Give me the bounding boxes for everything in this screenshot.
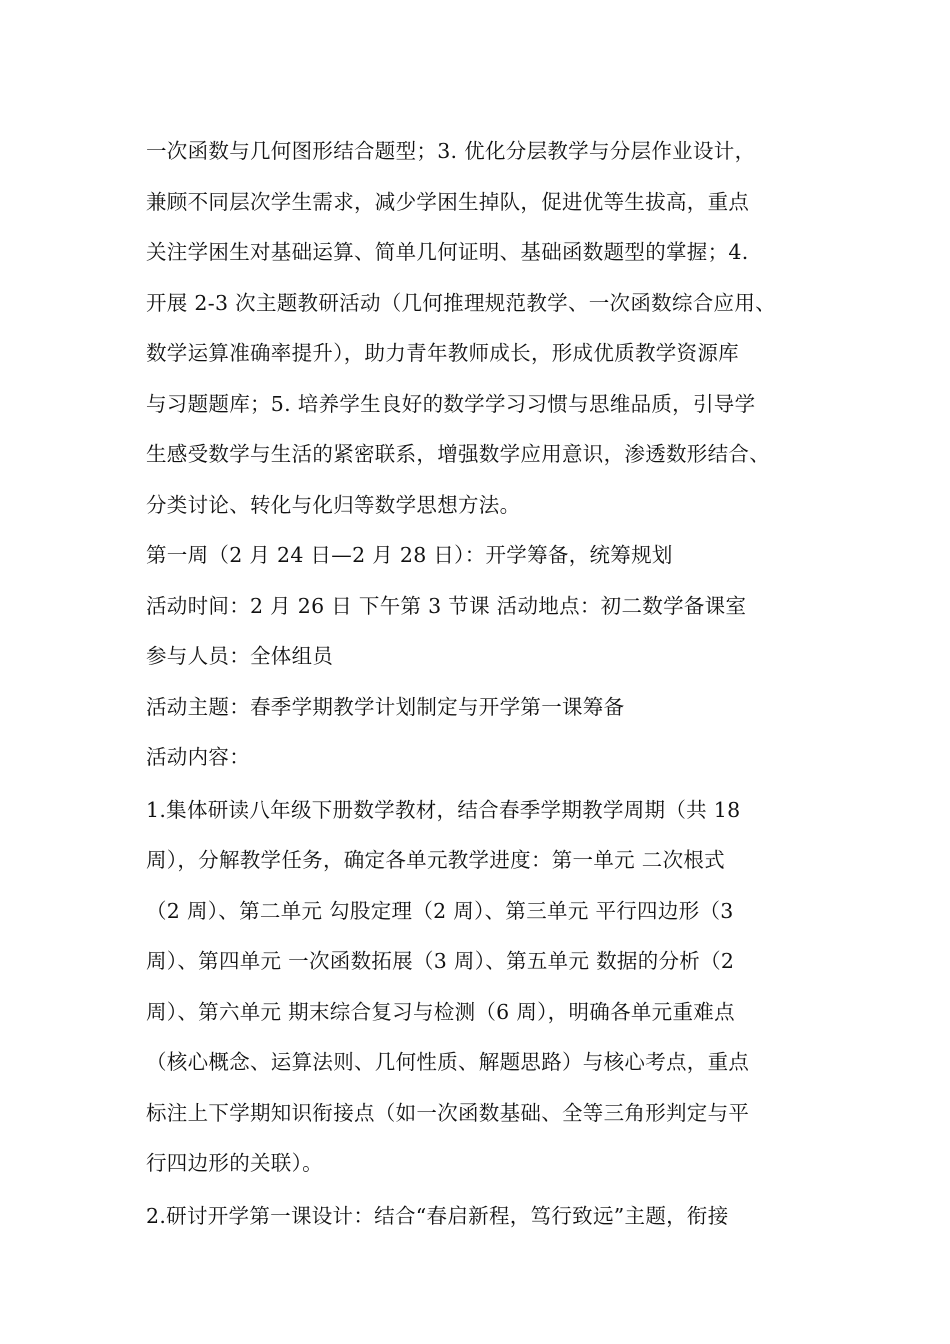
- intro-line: 一次函数与几何图形结合题型；3. 优化分层教学与分层作业设计，: [146, 139, 756, 163]
- item-line: 周）、第六单元 期末综合复习与检测（6 周），明确各单元重难点: [146, 999, 735, 1024]
- intro-line: 分类讨论、转化与化归等数学思想方法。: [146, 492, 521, 517]
- item-line: 2.研讨开学第一课设计：结合“春启新程，笃行致远”主题，衔接: [146, 1203, 729, 1228]
- item-line: 1.集体研读八年级下册数学教材，结合春季学期教学周期（共 18: [146, 797, 741, 822]
- intro-line: 数学运算准确率提升），助力青年教师成长，形成优质教学资源库: [146, 341, 739, 365]
- intro-paragraph: [146, 126, 826, 530]
- intro-line: 兼顾不同层次学生需求，减少学困生掉队，促进优等生拔高，重点: [146, 189, 750, 214]
- theme-line: 活动主题：春季学期教学计划制定与开学第一课筹备: [146, 694, 625, 719]
- item-line: 周），分解教学任务，确定各单元教学进度：第一单元 二次根式: [146, 848, 725, 872]
- document-page: [146, 126, 826, 1241]
- participants-line: 参与人员：全体组员: [146, 644, 334, 668]
- content-item-2: [146, 1191, 826, 1242]
- item-line: （2 周）、第二单元 勾股定理（2 周）、第三单元 平行四边形（3: [146, 898, 734, 923]
- content-item-1: [146, 785, 826, 1189]
- intro-line: 生感受数学与生活的紧密联系，增强数学应用意识，渗透数形结合、: [146, 442, 770, 466]
- content-label: 活动内容：: [146, 745, 250, 769]
- item-line: （核心概念、运算法则、几何性质、解题思路）与核心考点，重点: [146, 1050, 750, 1074]
- activity-time-line: 活动时间：2 月 26 日 下午第 3 节课 活动地点：初二数学备课室: [146, 593, 747, 618]
- item-line: 行四边形的关联）。: [146, 1151, 323, 1175]
- intro-line: 关注学困生对基础运算、简单几何证明、基础函数题型的掌握；4.: [146, 240, 749, 264]
- week-title: 第一周（2 月 24 日—2 月 28 日）：开学筹备，统筹规划: [146, 543, 673, 567]
- intro-line: 与习题题库；5. 培养学生良好的数学学习习惯与思维品质，引导学: [146, 391, 756, 416]
- item-line: 标注上下学期知识衔接点（如一次函数基础、全等三角形判定与平: [146, 1100, 750, 1125]
- item-line: 周）、第四单元 一次函数拓展（3 周）、第五单元 数据的分析（2: [146, 949, 735, 973]
- intro-line: 开展 2-3 次主题教研活动（几何推理规范教学、一次函数综合应用、: [146, 290, 776, 315]
